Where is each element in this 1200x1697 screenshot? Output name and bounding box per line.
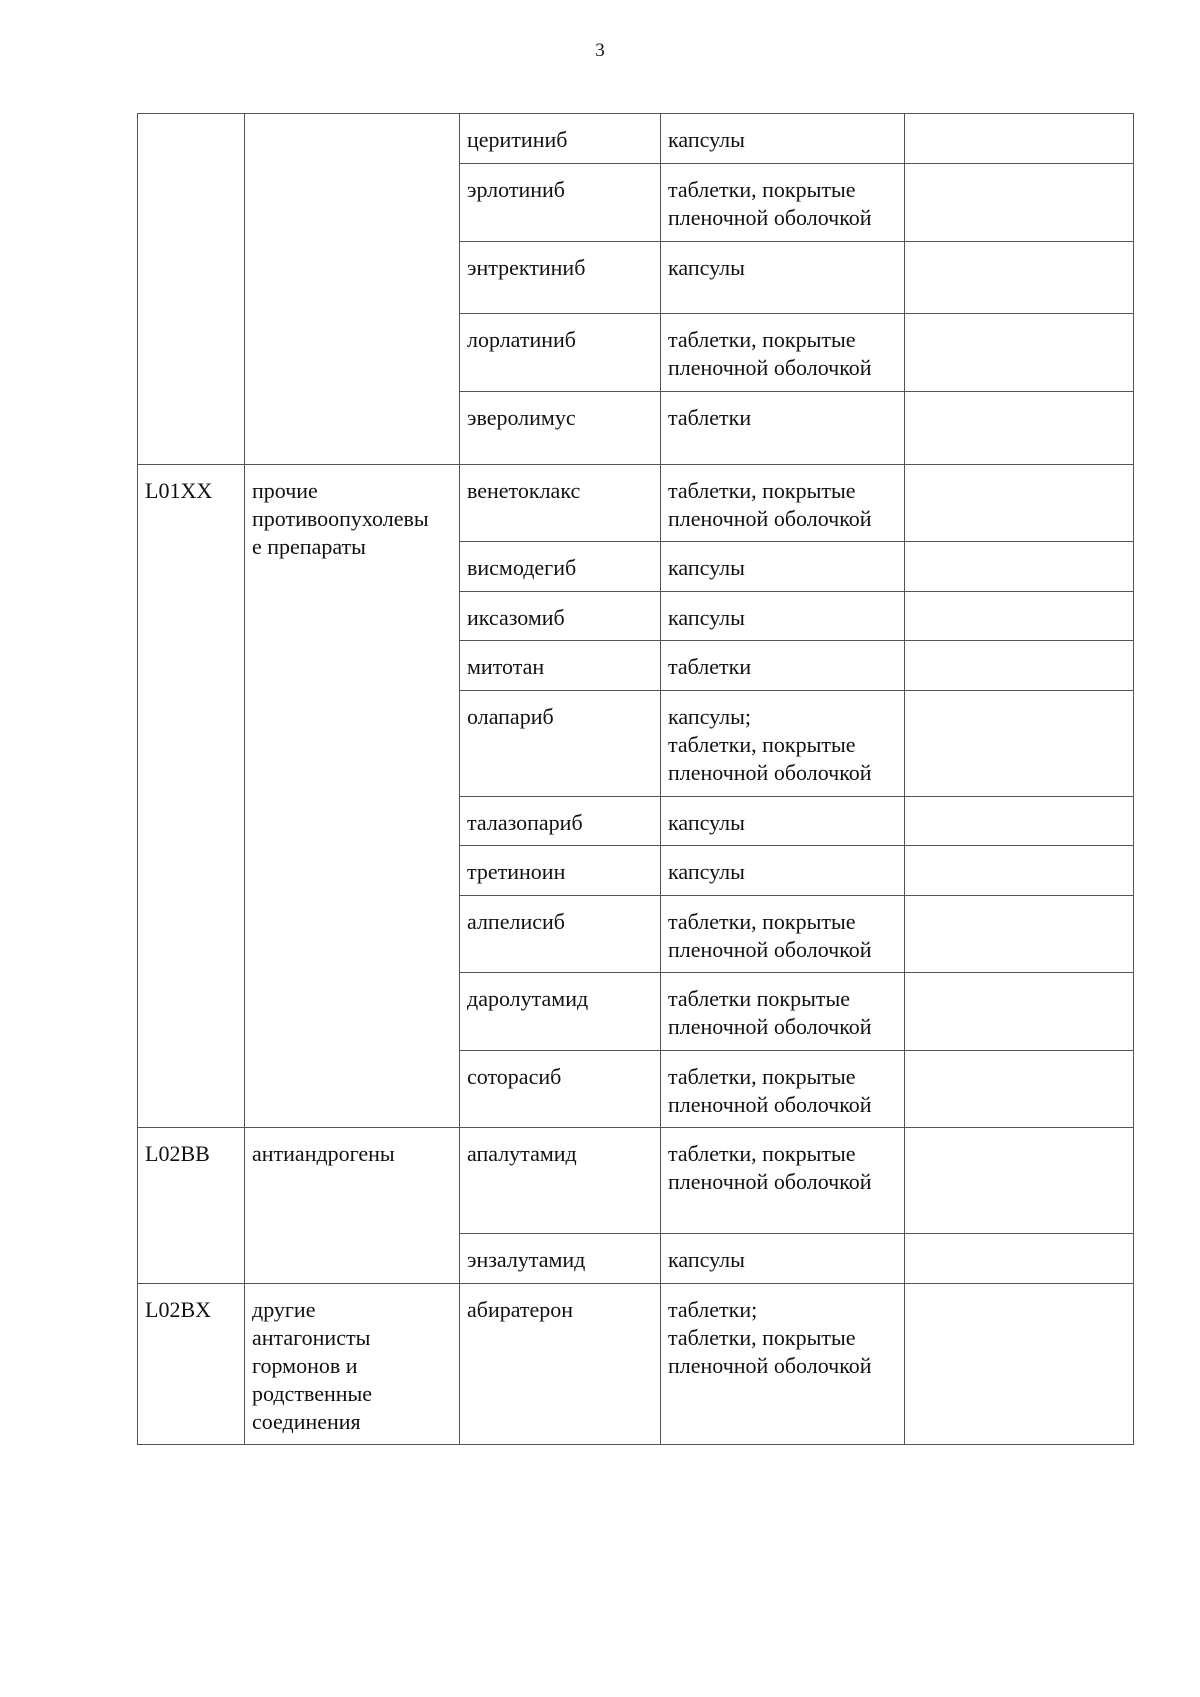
group-name-cell [245,114,460,465]
drug-name-cell: талазопариб [460,797,661,846]
empty-cell [905,1051,1134,1128]
drug-name-cell: энтректиниб [460,242,661,314]
drug-name-cell: иксазомиб [460,592,661,641]
dosage-form-cell: таблетки [661,392,905,465]
empty-cell [905,542,1134,592]
dosage-form-cell: таблетки, покрытые пленочной оболочкой [661,896,905,973]
empty-cell [905,592,1134,641]
dosage-form-cell: капсулы [661,114,905,164]
page-number: 3 [595,40,605,61]
drug-name-cell: венетоклакс [460,465,661,542]
drug-name-cell: алпелисиб [460,896,661,973]
table-row [138,465,1134,542]
drug-name-cell: абиратерон [460,1284,661,1445]
dosage-form-cell: капсулы [661,1234,905,1284]
empty-cell [905,314,1134,392]
empty-cell [905,242,1134,314]
dosage-form-cell: таблетки, покрытые пленочной оболочкой [661,1128,905,1234]
dosage-form-cell: таблетки, покрытые пленочной оболочкой [661,465,905,542]
empty-cell [905,164,1134,242]
drug-name-cell: эрлотиниб [460,164,661,242]
dosage-form-cell: капсулы [661,542,905,592]
dosage-form-cell: таблетки, покрытые пленочной оболочкой [661,164,905,242]
atc-code-cell: L01XX [138,465,245,1128]
group-name-cell: прочие противоопухолевы е препараты [245,465,460,1128]
group-name-cell: другие антагонисты гормонов и родственные соединения [245,1284,460,1445]
empty-cell [905,1284,1134,1445]
drug-name-cell: эверолимус [460,392,661,465]
dosage-form-cell: капсулы [661,846,905,896]
drug-name-cell: митотан [460,641,661,691]
empty-cell [905,1128,1134,1234]
empty-cell [905,846,1134,896]
drug-name-cell: олапариб [460,691,661,797]
empty-cell [905,691,1134,797]
table-row [138,114,1134,164]
dosage-form-cell: капсулы [661,797,905,846]
table-row [138,1284,1134,1445]
dosage-form-cell: таблетки [661,641,905,691]
drug-name-cell: энзалутамид [460,1234,661,1284]
drug-name-cell: апалутамид [460,1128,661,1234]
table-row [138,1128,1134,1234]
dosage-form-cell: капсулы; таблетки, покрытые пленочной оболочкой [661,691,905,797]
empty-cell [905,797,1134,846]
empty-cell [905,973,1134,1051]
empty-cell [905,465,1134,542]
dosage-form-cell: капсулы [661,242,905,314]
atc-code-cell: L02BB [138,1128,245,1284]
dosage-form-cell: таблетки, покрытые пленочной оболочкой [661,314,905,392]
drug-table-body [138,114,1134,1445]
drug-name-cell: лорлатиниб [460,314,661,392]
empty-cell [905,114,1134,164]
drug-name-cell: третиноин [460,846,661,896]
atc-code-cell [138,114,245,465]
dosage-form-cell: таблетки покрытые пленочной оболочкой [661,973,905,1051]
dosage-form-cell: таблетки, покрытые пленочной оболочкой [661,1051,905,1128]
empty-cell [905,392,1134,465]
drug-name-cell: соторасиб [460,1051,661,1128]
dosage-form-cell: таблетки; таблетки, покрытые пленочной оболочкой [661,1284,905,1445]
empty-cell [905,1234,1134,1284]
drug-name-cell: даролутамид [460,973,661,1051]
dosage-form-cell: капсулы [661,592,905,641]
group-name-cell: антиандрогены [245,1128,460,1284]
empty-cell [905,641,1134,691]
atc-code-cell: L02BX [138,1284,245,1445]
drug-name-cell: висмодегиб [460,542,661,592]
drug-table [137,113,1134,1445]
drug-name-cell: церитиниб [460,114,661,164]
empty-cell [905,896,1134,973]
